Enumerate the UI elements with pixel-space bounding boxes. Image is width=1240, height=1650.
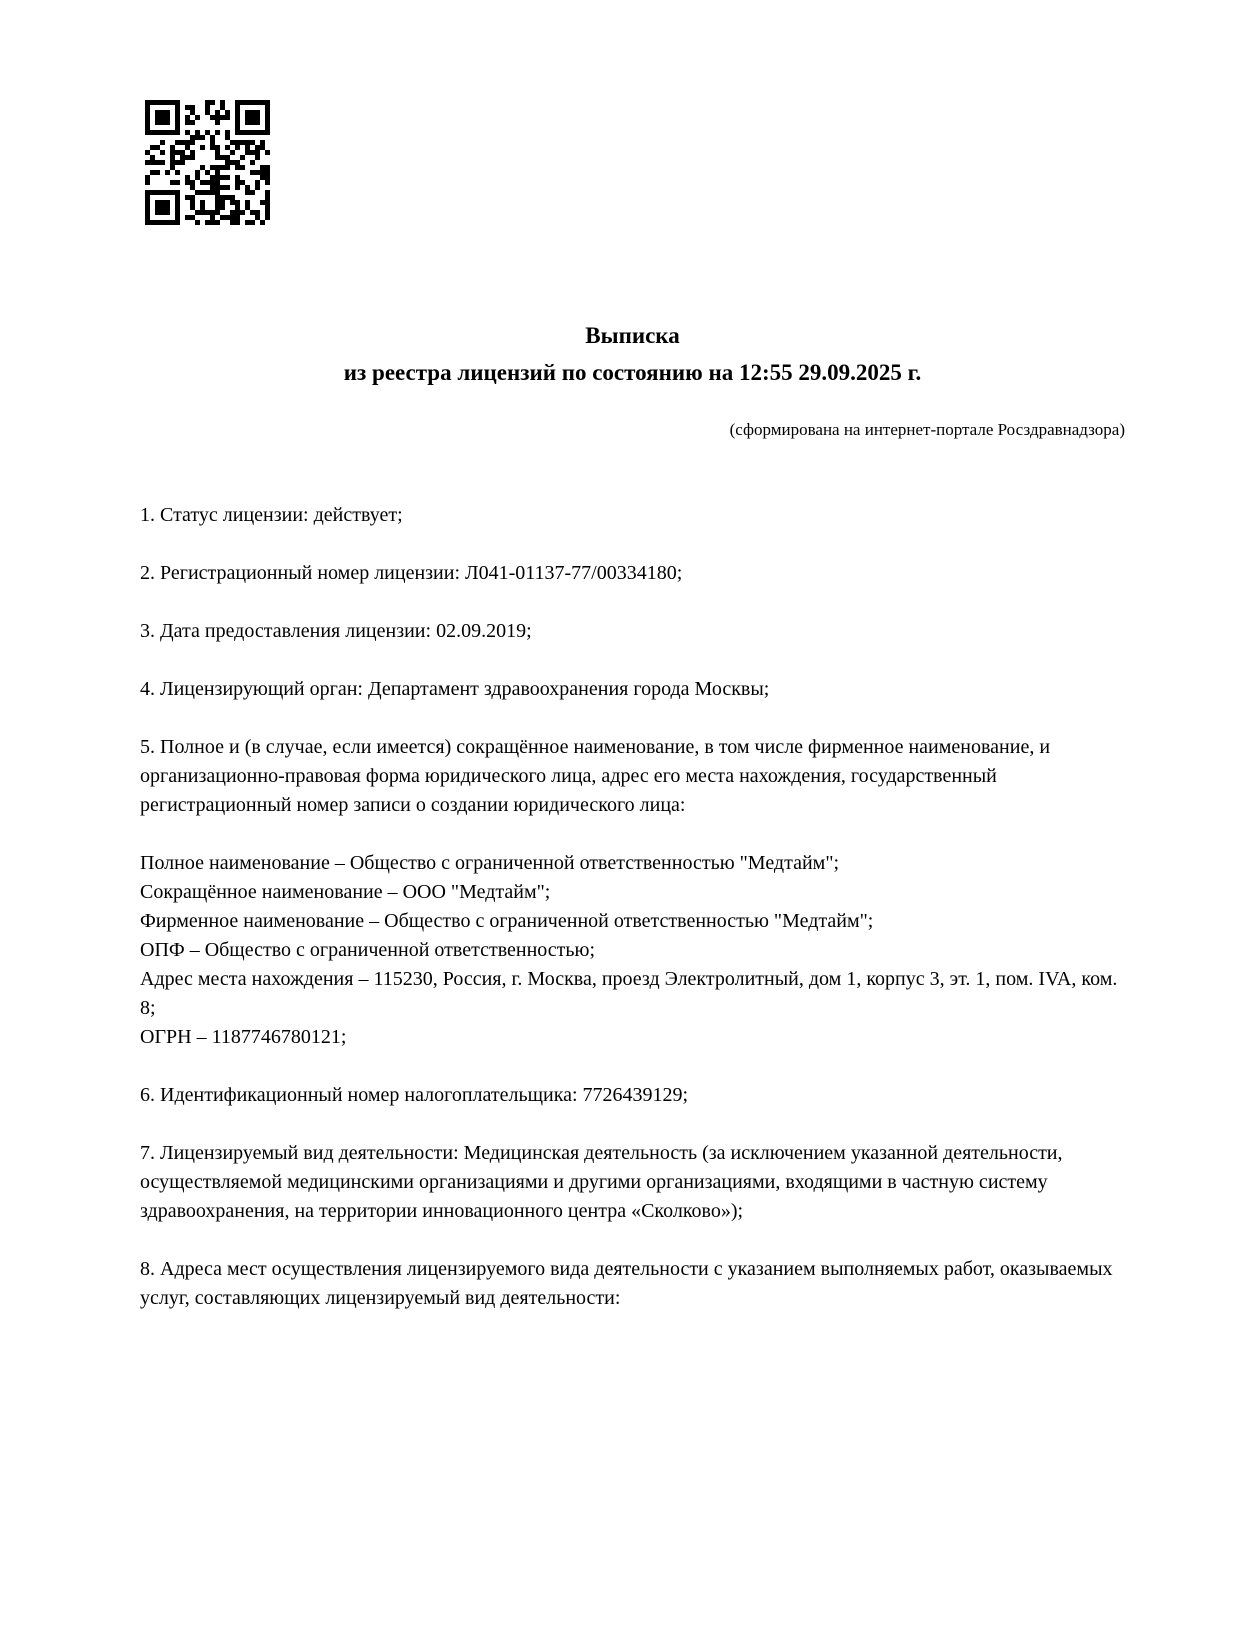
- document-body: [140, 501, 1125, 1313]
- document-title-line1: Выписка: [585, 323, 680, 348]
- company-full-name: Полное наименование – Общество с ограниченной ответственностью "Медтайм";: [140, 852, 840, 874]
- document-subtitle: (сформирована на интернет-портале Росздравнадзора): [729, 420, 1125, 439]
- paragraph-activity-addresses: 8. Адреса мест осуществления лицензируемого вида деятельности с указанием выполняемых работ, оказываемых услуг, составляющих лицензируемый вид деятельности:: [140, 1258, 1113, 1309]
- company-address: Адрес места нахождения – 115230, Россия, г. Москва, проезд Электролитный, дом 1, корпус 3, эт. 1, пом. IVA, ком. 8;: [140, 968, 1118, 1019]
- paragraph-licensing-authority: 4. Лицензирующий орган: Департамент здравоохранения города Москвы;: [140, 678, 770, 700]
- company-legal-form: ОПФ – Общество с ограниченной ответственностью;: [140, 939, 596, 961]
- paragraph-license-date: 3. Дата предоставления лицензии: 02.09.2019;: [140, 620, 532, 642]
- paragraph-legal-entity-intro: 5. Полное и (в случае, если имеется) сокращённое наименование, в том числе фирменное наименование, и организационно-правовая форма юридического лица, адрес его места нахождения, государственный регистрационный номер записи о создании юридического лица:: [140, 736, 1051, 816]
- document-title: [140, 317, 1125, 391]
- company-brand-name: Фирменное наименование – Общество с ограниченной ответственностью "Медтайм";: [140, 910, 874, 932]
- company-ogrn: ОГРН – 1187746780121;: [140, 1026, 347, 1048]
- qr-code: [145, 100, 270, 225]
- paragraph-inn: 6. Идентификационный номер налогоплательщика: 7726439129;: [140, 1084, 689, 1106]
- document-title-line2: из реестра лицензий по состоянию на 12:55 29.09.2025 г.: [343, 360, 922, 385]
- paragraph-licensed-activity: 7. Лицензируемый вид деятельности: Медицинская деятельность (за исключением указанной деятельности, осуществляемой медицинскими организациями и другими организациями, входящими в частную систему здравоохранения, на территории инновационного центра «Сколково»);: [140, 1142, 1063, 1222]
- paragraph-license-status: 1. Статус лицензии: действует;: [140, 504, 403, 526]
- paragraph-registration-number: 2. Регистрационный номер лицензии: Л041-01137-77/00334180;: [140, 562, 683, 584]
- company-details-block: [140, 849, 1125, 1052]
- company-short-name: Сокращённое наименование – ООО "Медтайм";: [140, 881, 551, 903]
